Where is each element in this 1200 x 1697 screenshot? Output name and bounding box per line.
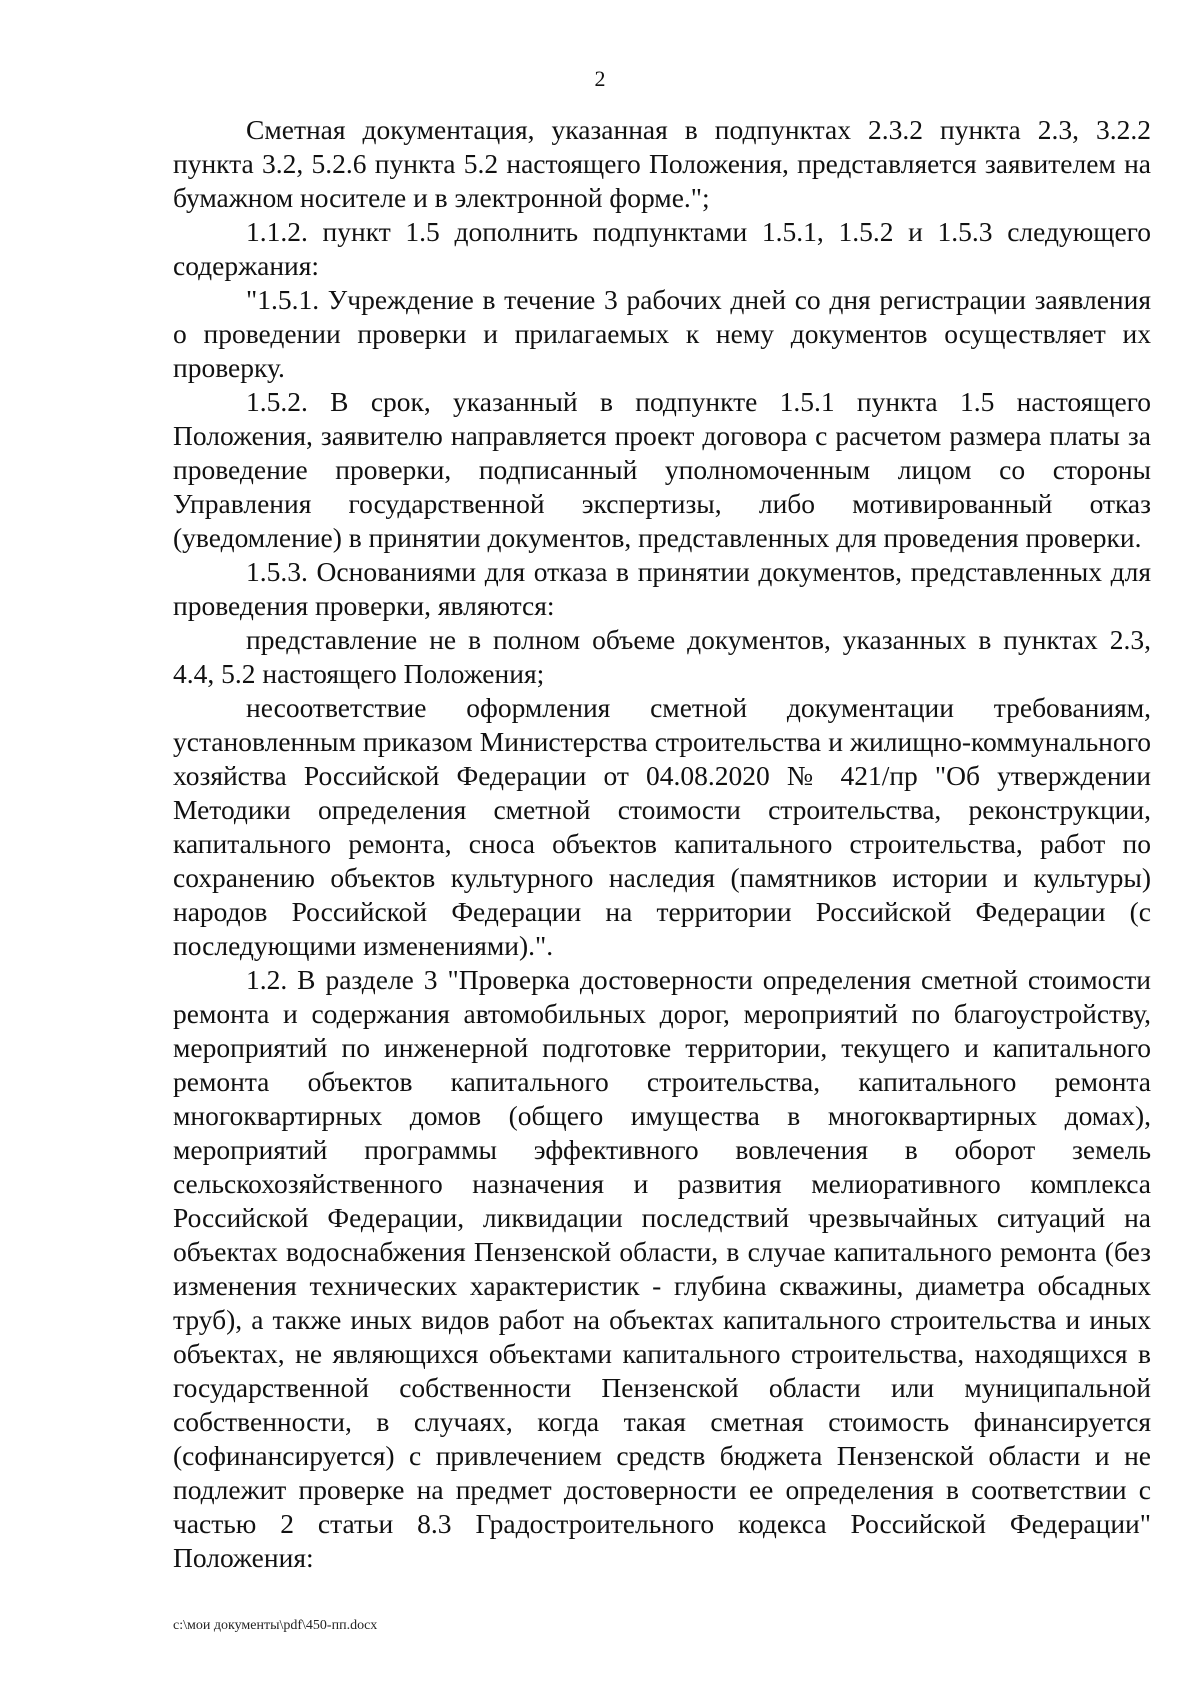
paragraph-incomplete-docs: представление не в полном объеме документов, указанных в пунктах 2.3, 4.4, 5.2 настоящего Положения;: [173, 624, 1151, 689]
paragraph-estimate-docs: Сметная документация, указанная в подпунктах 2.3.2 пункта 2.3, 3.2.2 пункта 3.2, 5.2.6 пункта 5.2 настоящего Положения, представляется заявителем на бумажном носителе и в электронной форме.";: [173, 114, 1151, 213]
page-number: 2: [594, 66, 606, 91]
paragraph-1-2: 1.2. В разделе 3 "Проверка достоверности определения сметной стоимости ремонта и содержания автомобильных дорог, мероприятий по благоустройству, мероприятий по инженерной подготовке территории, текущего и капитального ремонта объектов капитального строительства, капитального ремонта многоквартирных домов (общего имущества в многоквартирных домах), мероприятий программы эффективного вовлечения в оборот земель сельскохозяйственного назначения и развития мелиоративного комплекса Российской Федерации, ликвидации последствий чрезвычайных ситуаций на объектах водоснабжения Пензенской области, в случае капитального ремонта (без изменения технических характеристик - глубина скважины, диаметра обсадных труб), а также иных видов работ на объектах капитального строительства и иных объектах, не являющихся объектами капитального строительства, находящихся в государственной собственности Пензенской области или муниципальной собственности, в случаях, когда такая сметная стоимость финансируется (софинансируется) с привлечением средств бюджета Пензенской области и не подлежит проверке на предмет достоверности ее определения в соответствии с частью 2 статьи 8.3 Градостроительного кодекса Российской Федерации" Положения:: [173, 964, 1151, 1573]
paragraph-1-5-1: "1.5.1. Учреждение в течение 3 рабочих дней со дня регистрации заявления о проведении проверки и прилагаемых к нему документов осуществляет их проверку.: [173, 284, 1151, 383]
paragraph-1-5-2: 1.5.2. В срок, указанный в подпункте 1.5.1 пункта 1.5 настоящего Положения, заявителю направляется проект договора с расчетом размера платы за проведение проверки, подписанный уполномоченным лицом со стороны Управления государственной экспертизы, либо мотивированный отказ (уведомление) в принятии документов, представленных для проведения проверки.: [173, 386, 1151, 553]
document-body: [173, 113, 1151, 1575]
file-path-footer: c:\мои документы\pdf\450-пп.docx: [173, 1618, 378, 1633]
paragraph-noncompliance: несоответствие оформления сметной документации требованиям, установленным приказом Министерства строительства и жилищно-коммунального хозяйства Российской Федерации от 04.08.2020 № 421/пр "Об утверждении Методики определения сметной стоимости строительства, реконструкции, капитального ремонта, сноса объектов капитального строительства, работ по сохранению объектов культурного наследия (памятников истории и культуры) народов Российской Федерации на территории Российской Федерации (с последующими изменениями).".: [173, 692, 1151, 961]
paragraph-1-5-3: 1.5.3. Основаниями для отказа в принятии документов, представленных для проведения проверки, являются:: [173, 556, 1151, 621]
paragraph-1-1-2: 1.1.2. пункт 1.5 дополнить подпунктами 1.5.1, 1.5.2 и 1.5.3 следующего содержания:: [173, 216, 1151, 281]
